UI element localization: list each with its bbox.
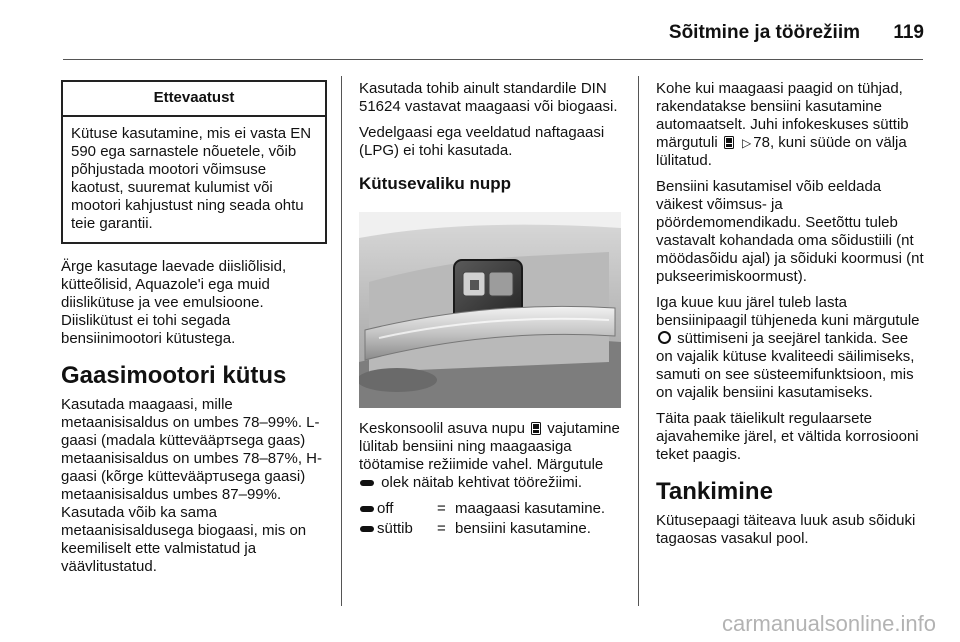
lpg-paragraph: Vedelgaasi ega veeldatud naftagaasi (LPG) ei tohi kasutada. bbox=[359, 124, 605, 159]
column-divider-1 bbox=[341, 76, 342, 606]
indicator-lamp-icon bbox=[360, 526, 374, 532]
column-left bbox=[61, 80, 327, 584]
button-paragraph-end: olek näitab kehtivat töörežiimi. bbox=[381, 474, 583, 491]
fill-tank-paragraph: Täita paak täielikult regulaarsete ajavahemike järel, et vältida korrosiooni teket paagis. bbox=[656, 410, 919, 463]
indicator-lamp-icon bbox=[360, 506, 374, 512]
button-paragraph-middle: vajutamine lülitab bensiini ning maagaasiga töötamise režiimide vahel. Märgutule bbox=[359, 420, 620, 473]
page-reference[interactable]: 78 bbox=[753, 134, 770, 151]
definition-description: bensiini kasutamine. bbox=[455, 520, 591, 537]
power-loss-paragraph: Bensiini kasutamisel võib eeldada väikest võimsus- ja pöördemomendikadu. Seetõttu tuleb vastavalt kohandada oma sõidustiili (nt möödasõidu ajal) ja sõiduki koormusi (nt pukseerimiskoormust). bbox=[656, 178, 924, 285]
empty-tanks-end: , kuni süüde on välja lülitatud. bbox=[656, 134, 907, 169]
low-fuel-indicator-icon bbox=[658, 331, 671, 344]
warning-box bbox=[61, 80, 327, 244]
button-paragraph bbox=[359, 420, 625, 492]
column-divider-2 bbox=[638, 76, 639, 606]
definition-term bbox=[359, 500, 437, 518]
column-middle bbox=[359, 80, 625, 540]
definition-description: maagaasi kasutamine. bbox=[455, 500, 606, 517]
page-reference-arrow-icon: ▷ bbox=[742, 136, 752, 150]
fuel-switch-icon bbox=[724, 136, 734, 149]
indicator-lamp-icon bbox=[360, 480, 374, 486]
refuelling-heading: Tankimine bbox=[656, 478, 773, 505]
console-photo-illustration bbox=[359, 212, 621, 408]
definition-term bbox=[359, 520, 437, 538]
watermark: carmanualsonline.info bbox=[721, 611, 936, 636]
empty-tanks-start: Kohe kui maagaasi paagid on tühjad, rakendatakse bensiini kasutamine automaatselt. Juhi infokeskuses süttib märgutuli bbox=[656, 80, 909, 151]
diesel-paragraph: Ärge kasutage laevade diisliõlisid, kütteõlisid, Aquazole'i ega muid diislikütuse ja vee emulsioone. Diislikütust ei tohi segada bensiinimootori kütustega. bbox=[61, 258, 287, 347]
definition-term-label: off bbox=[377, 500, 394, 517]
low-fuel-start: Iga kuue kuu järel tuleb lasta bensiinipaagil tühjeneda kuni märgutule bbox=[656, 294, 920, 329]
fuel-flap-paragraph: Kütusepaagi täiteava luuk asub sõiduki tagaosas vasakul pool. bbox=[656, 512, 916, 547]
definition-equals: = bbox=[437, 500, 446, 517]
fuel-switch-icon bbox=[531, 422, 541, 435]
definition-term-label: süttib bbox=[377, 520, 413, 537]
gas-fuel-paragraph: Kasutada maagaasi, mille metaanisisaldus on umbes 78–99%. L-gaasi (madala küttevääртsega gaas) metaanisisaldus on umbes 78–87%, H-gaasi (kõrge küttevääртusega gaasi) metaanisisaldus umbes 87–99%. Kasutada võib ka sama metaanisisaldusega biogaasi, mis on keemiliselt ette valmistatud ja väävlitustatud. bbox=[61, 396, 322, 575]
low-fuel-end: süttimiseni ja seejärel tankida. See on vajalik kütuse kvaliteedi säilimiseks, samuti on see süsteemifunktsioon, mis on vajalik bensiini kasutamiseks. bbox=[656, 330, 915, 401]
warning-title: Ettevaatust bbox=[63, 82, 325, 117]
low-fuel-paragraph bbox=[656, 294, 926, 402]
header-rule bbox=[63, 59, 923, 60]
page-number: 119 bbox=[893, 22, 924, 43]
console-photo bbox=[359, 212, 621, 408]
definition-row bbox=[359, 520, 625, 538]
fuel-selector-heading: Kütusevaliku nupp bbox=[359, 174, 512, 193]
button-paragraph-start: Keskonsoolil asuva nupu bbox=[359, 420, 525, 437]
definition-row bbox=[359, 500, 625, 518]
header-title: Sõitmine ja töörežiim bbox=[668, 22, 860, 43]
standard-paragraph: Kasutada tohib ainult standardile DIN 51624 vastavat maagaasi või biogaasi. bbox=[359, 80, 618, 115]
definition-list bbox=[359, 500, 625, 538]
gas-fuel-heading: Gaasimootori kütus bbox=[61, 362, 287, 389]
warning-body: Kütuse kasutamine, mis ei vasta EN 590 ega sarnastele nõuetele, võib põhjustada mootori võimsuse kaotust, suuremat kulumist või mootori kahjustust ning seada ohtu teie garantii. bbox=[71, 125, 312, 232]
empty-tanks-paragraph bbox=[656, 80, 926, 170]
column-right bbox=[656, 80, 926, 556]
definition-equals: = bbox=[437, 520, 446, 537]
